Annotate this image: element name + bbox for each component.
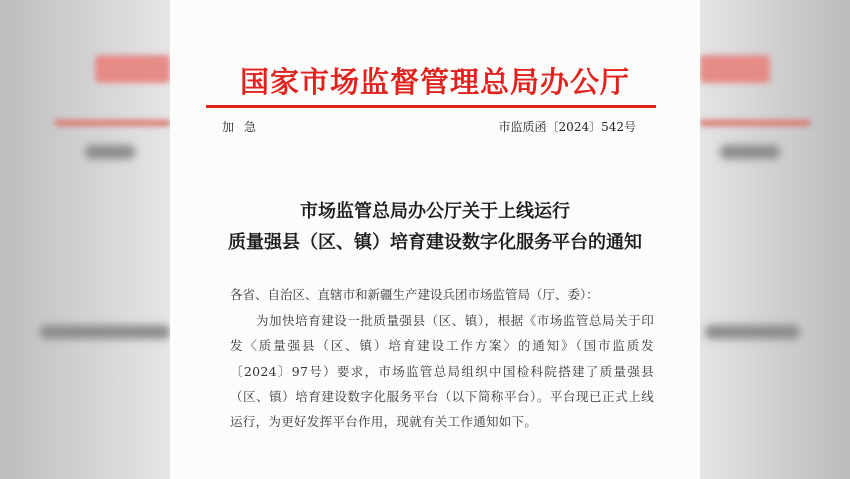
notice-title-line-1: 市场监管总局办公厅关于上线运行 [300, 201, 570, 222]
notice-title-line-2: 质量强县（区、镇）培育建设数字化服务平台的通知 [228, 232, 642, 253]
backdrop-text-blur [705, 325, 800, 339]
backdrop-red-rule-left [55, 120, 170, 126]
backdrop-text-blur [720, 145, 780, 159]
backdrop-text-blur [40, 325, 170, 339]
backdrop-text-blur [85, 145, 135, 159]
issuing-office-header: 国家市场监督管理总局办公厅 [239, 65, 630, 99]
urgency-label: 加急 [222, 120, 267, 134]
backdrop-red-header-left [95, 55, 170, 83]
backdrop-red-rule-right [700, 120, 810, 126]
addressee: 各省、自治区、直辖市和新疆生产建设兵团市场监管局（厅、委）： [230, 287, 599, 302]
document-page [170, 0, 700, 479]
red-separator-rule [206, 105, 656, 108]
document-number: 市监质函〔2024〕542号 [498, 120, 636, 134]
body-paragraph: 为加快培育建设一批质量强县（区、镇），根据《市场监管总局关于印发〈质量强县（区、镇）培育建设工作方案〉的通知》（国市监质发〔2024〕97号）要求，市场监管总局组织中国检科院搭建了质量强县（区、镇）培育建设数字化服务平台（以下简称平台）。平台现已正式上线运行，为更好发挥平台作用，现就有关工作通知如下。 [230, 313, 654, 430]
backdrop-red-header-right [700, 55, 770, 83]
